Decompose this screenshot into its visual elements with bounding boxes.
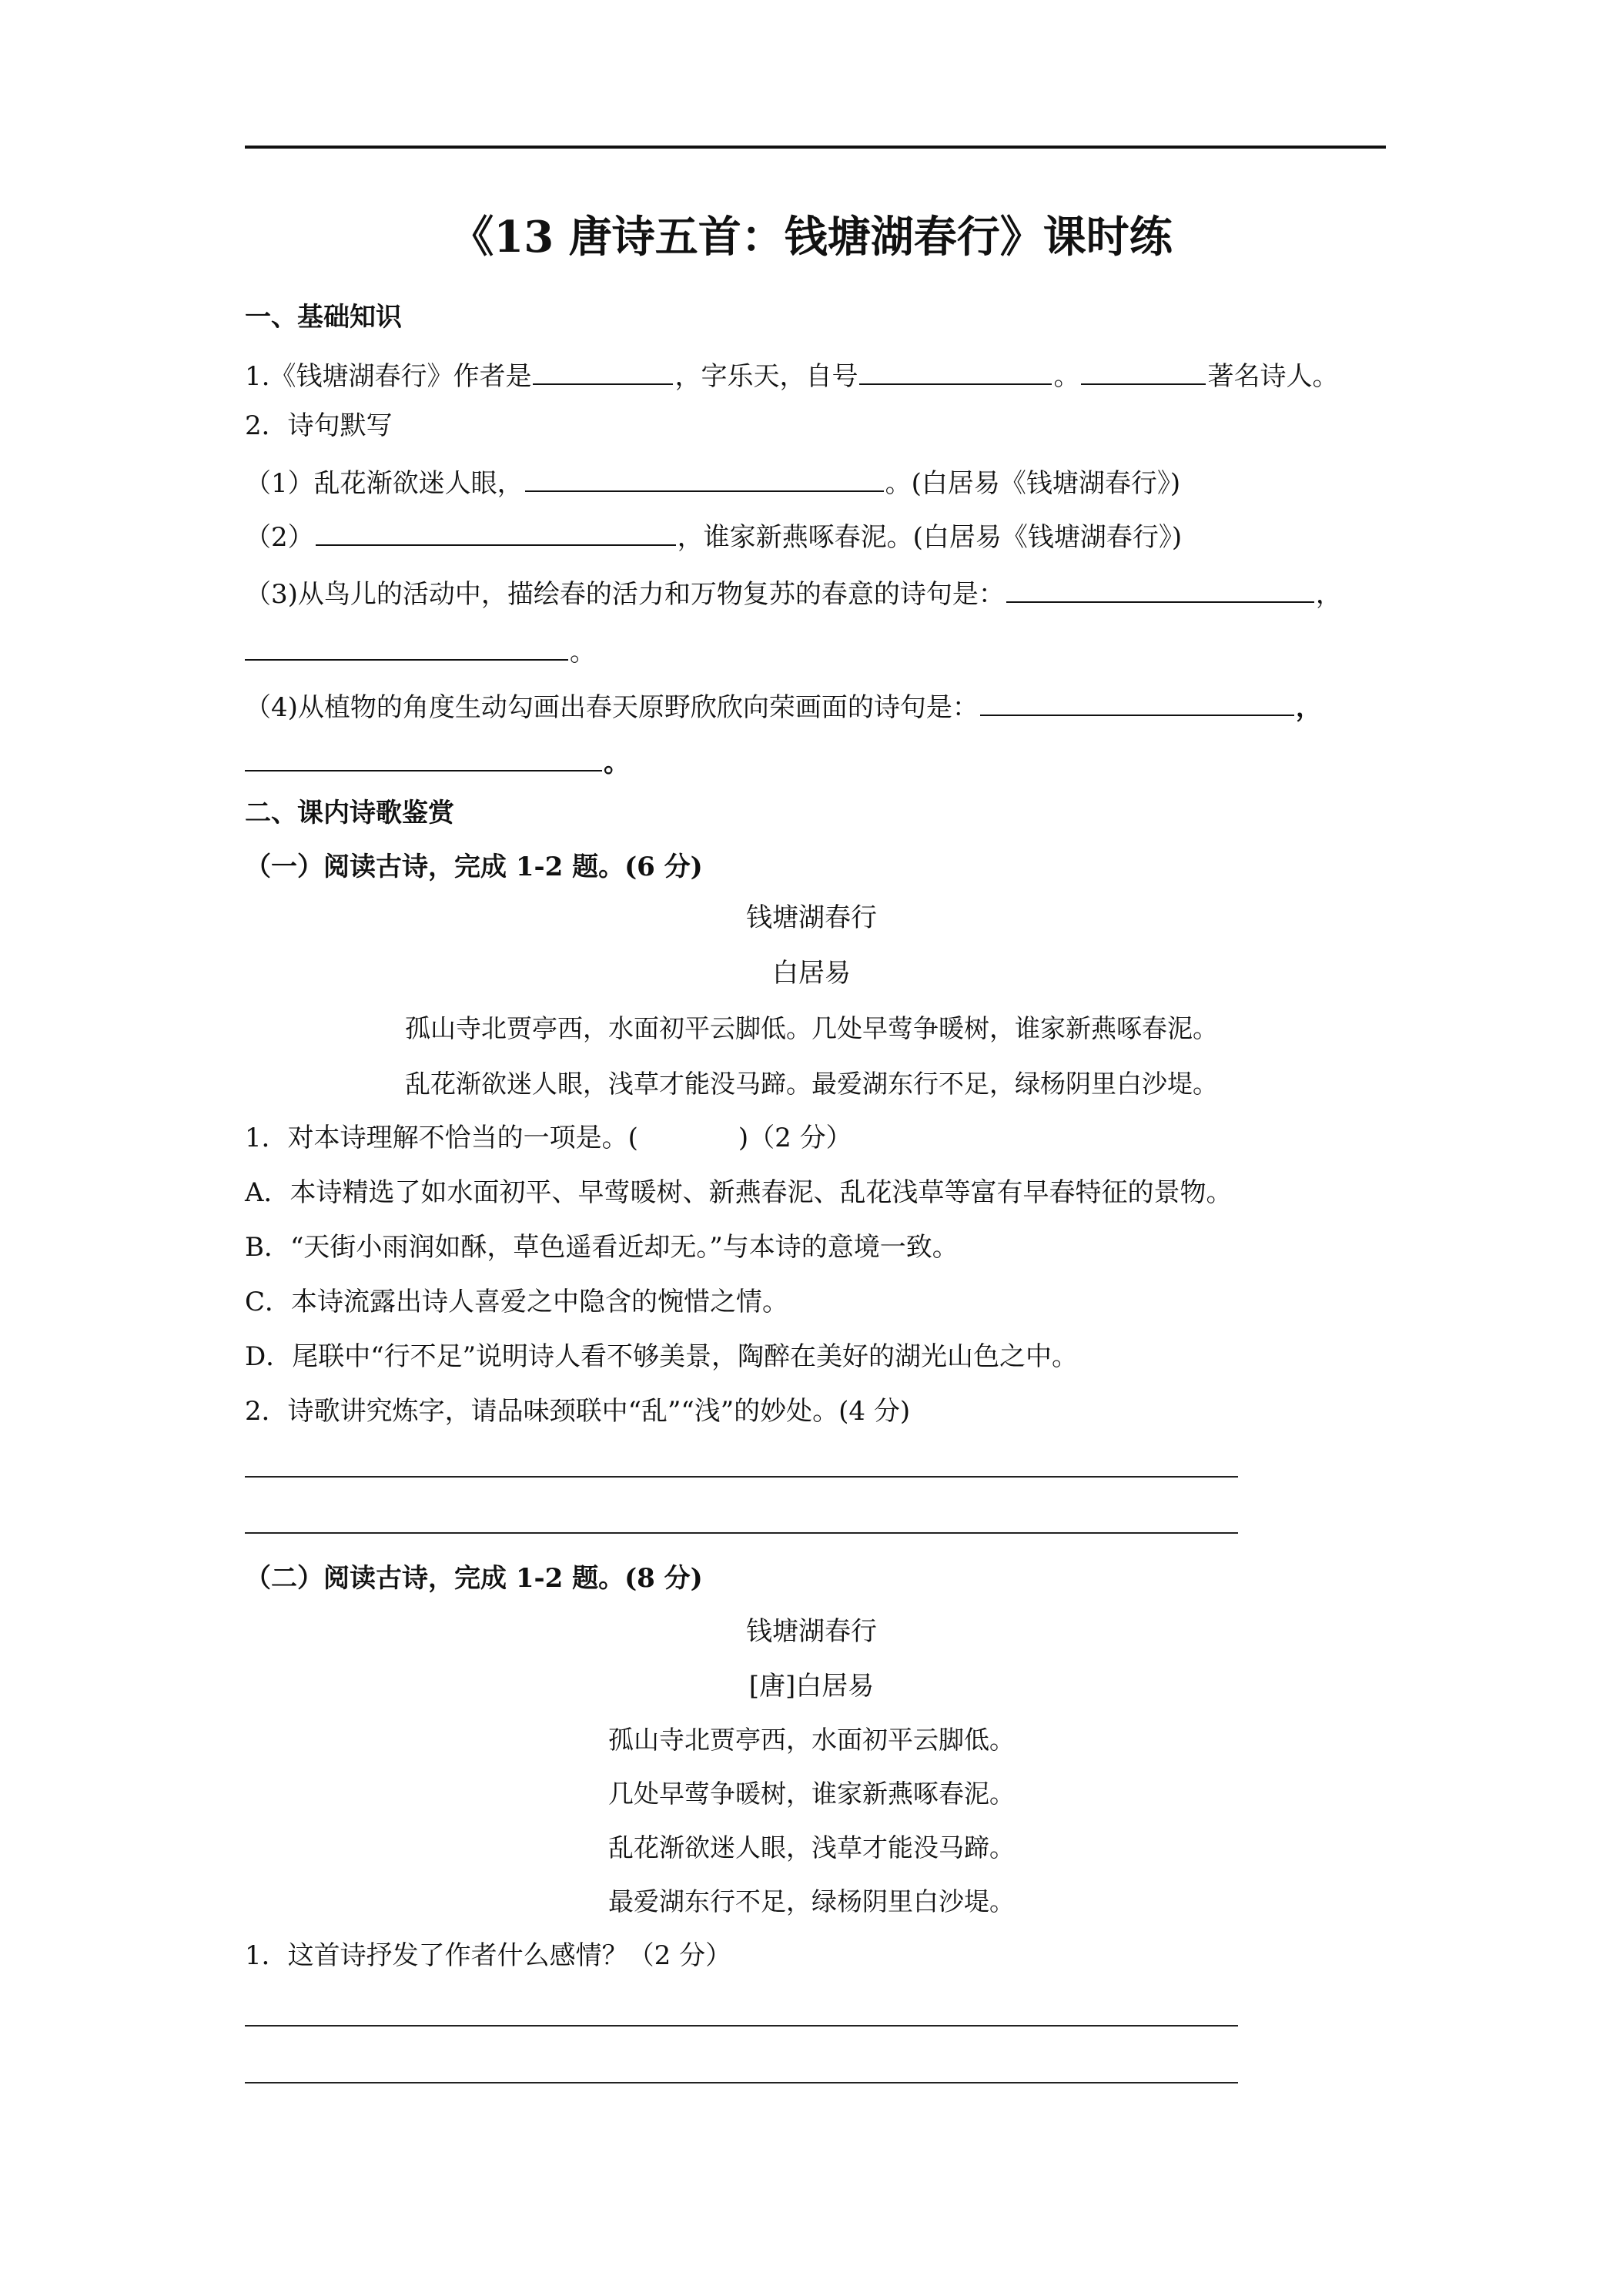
s1-suffix: 。(白居易《钱塘湖春行》) xyxy=(885,468,1181,499)
part2-poem-line-1: 孤山寺北贾亭西，水面初平云脚低。 xyxy=(608,1725,1015,1755)
s3-prefix: （3)从鸟儿的活动中，描绘春的活力和万物复苏的春意的诗句是： xyxy=(245,579,1005,610)
q2-sentence-1 xyxy=(245,460,1180,504)
q2-sentence-4 xyxy=(245,684,1322,728)
q1-mid2: 。 xyxy=(1053,361,1080,392)
q1-mid1: ，字乐天，自号 xyxy=(674,361,858,392)
part2-poem-line-4: 最爱湖东行不足，绿杨阴里白沙堤。 xyxy=(608,1886,1015,1916)
part1-q2: 2．诗歌讲究炼字，请品味颈联中“乱”“浅”的妙处。(4 分) xyxy=(245,1396,911,1427)
section1-heading: 一、基础知识 xyxy=(245,302,402,333)
part2-heading: （二）阅读古诗，完成 1-2 题。(8 分) xyxy=(245,1563,703,1594)
s3-blank-1[interactable] xyxy=(1006,571,1314,603)
header-rule xyxy=(245,146,1386,149)
part1-poem-author: 白居易 xyxy=(772,958,851,989)
part2-poem-line-2: 几处早莺争暖树，谁家新燕啄春泥。 xyxy=(608,1779,1015,1809)
part1-q1 xyxy=(245,1118,852,1158)
s4-blank-1[interactable] xyxy=(980,684,1294,716)
option-d: D．尾联中“行不足”说明诗人看不够美景，陶醉在美好的湖光山色之中。 xyxy=(245,1341,1079,1372)
q2-sentence-2 xyxy=(245,514,1182,557)
s4-prefix: （4)从植物的角度生动勾画出春天原野欣欣向荣画面的诗句是： xyxy=(245,692,979,723)
s2-prefix: （2） xyxy=(245,522,314,553)
section2-heading: 二、课内诗歌鉴赏 xyxy=(245,798,454,828)
part2-q1: 1．这首诗抒发了作者什么感情？（2 分） xyxy=(245,1940,732,1971)
s3-end: 。 xyxy=(570,637,596,668)
option-a: A．本诗精选了如水面初平、早莺暖树、新燕春泥、乱花浅草等富有早春特征的景物。 xyxy=(245,1177,1233,1208)
part1-poem-title: 钱塘湖春行 xyxy=(746,902,877,933)
part1-heading: （一）阅读古诗，完成 1-2 题。(6 分) xyxy=(245,852,703,882)
part1-q2-answer-line-1[interactable] xyxy=(245,1476,1238,1478)
s4-comma: ， xyxy=(1295,692,1322,723)
s2-blank[interactable] xyxy=(316,514,676,546)
part2-poem-author: [唐]白居易 xyxy=(748,1671,875,1702)
option-b: B．“天街小雨润如酥，草色遥看近却无。”与本诗的意境一致。 xyxy=(245,1232,959,1263)
q1-prefix: 1.《钱塘湖春行》作者是 xyxy=(245,361,532,392)
part2-q1-answer-line-2[interactable] xyxy=(245,2082,1238,2083)
s4-end: 。 xyxy=(604,748,630,778)
q1-author-blank[interactable] xyxy=(533,353,673,385)
s3-comma: ， xyxy=(1315,579,1342,610)
s2-suffix: ，谁家新燕啄春泥。(白居易《钱塘湖春行》) xyxy=(677,522,1183,553)
part2-poem-title: 钱塘湖春行 xyxy=(746,1616,877,1647)
q1-dynasty-blank[interactable] xyxy=(1081,353,1206,385)
option-c: C．本诗流露出诗人喜爱之中隐含的惋惜之情。 xyxy=(245,1287,789,1317)
q2-sentence-3 xyxy=(245,571,1342,614)
q1-nickname-blank[interactable] xyxy=(859,353,1052,385)
s1-blank[interactable] xyxy=(525,460,884,492)
part1-poem-line-2: 乱花渐欲迷人眼，浅草才能没马蹄。最爱湖东行不足，绿杨阴里白沙堤。 xyxy=(405,1069,1218,1099)
part1-poem-line-1: 孤山寺北贾亭西，水面初平云脚低。几处早莺争暖树，谁家新燕啄春泥。 xyxy=(405,1013,1218,1043)
part1-q1-prefix: 1．对本诗理解不恰当的一项是。( xyxy=(245,1123,638,1153)
q1-suffix: 著名诗人。 xyxy=(1207,361,1339,392)
q2-label: 2．诗句默写 xyxy=(245,410,393,441)
s1-prefix: （1）乱花渐欲迷人眼， xyxy=(245,468,524,499)
part1-q2-answer-line-2[interactable] xyxy=(245,1532,1238,1534)
part1-q1-suffix: )（2 分） xyxy=(738,1123,852,1153)
s4-blank-2[interactable] xyxy=(245,739,602,771)
s3-blank-2[interactable] xyxy=(245,628,568,661)
q2-sentence-4-cont xyxy=(245,739,630,783)
part2-q1-answer-line-1[interactable] xyxy=(245,2025,1238,2027)
part2-poem-line-3: 乱花渐欲迷人眼，浅草才能没马蹄。 xyxy=(608,1832,1015,1863)
q1-author-question xyxy=(245,353,1338,397)
page-title: 《13 唐诗五首：钱塘湖春行》课时练 xyxy=(450,212,1173,263)
q2-sentence-3-cont xyxy=(245,628,596,672)
